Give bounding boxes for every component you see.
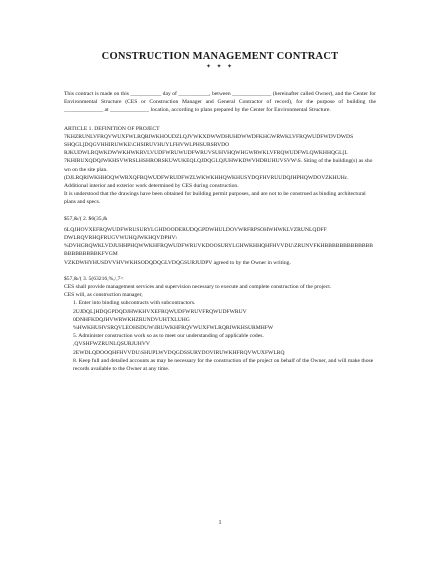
article-2-line-2: DWLRQVRHQFRUGVWUHQJWKHQVDPHV\	[64, 235, 178, 242]
article-3-item-1: 1. Enter into binding subcontracts with subcontractors.	[73, 300, 196, 307]
article-1-line-2: SHQGL[DQGVHHIRUWKE\CHSIRUVHUYLFHVWLPHSURSRVDO	[64, 142, 230, 149]
document-body	[64, 90, 376, 373]
article-1-heading: ARTICLE 1. DEFINITION OF PROJECT	[64, 125, 160, 132]
article-1-line-7: It is understood that the drawings have been obtained for building permit purposes, and are not to be construed as binding architectural plans and specs.	[64, 191, 366, 206]
article-2-line-1: 6LQJHOVXEFRQWUDFWRUSURYLGHDOODERUDQGPDWHULDOVWRFRPSOHWHWKLVZRUNLQDFF	[64, 226, 327, 233]
article-3-item-8: 8. Keep full and detailed accounts as may be necessary for the construction of the project on behalf of the Owner, and will make those records available to the Owner at any time.	[73, 357, 374, 373]
article-3-item-5: 5. Administer construction work so as to meet our understanding of applicable codes.	[73, 333, 264, 340]
intro-paragraph: This contract is made on this ___________ day of ___________, between ______________ (hereinafter called Owner), and the Center for Environmental Structure (CES or Construction Manager and General Contractor of record), for the purpose of building the ______________ at ______________ location, according to plans prepared by the Center for Environmental Structure.	[64, 91, 376, 114]
article-3-heading: $57,&/( 3. 5(63216,%,/,7<	[64, 275, 124, 282]
article-3-item-2: 2UJDQL]HDQGPDQDJHWKHVXEFRQWUDFWRUVFRQWUDFWRUV	[73, 308, 247, 315]
article-3-line-2: CES will, as construction manager,	[64, 292, 143, 299]
article-3-item-6: ,QVSHFWZRUNLQSURJUHVV	[73, 341, 150, 348]
article-3-item-4: %HWKHUHVSRQVLEOHSDUW\IRUWKHFRQVWUXFWLRQRIWKHSURMHFW	[73, 325, 274, 332]
title-ornament: ✦ ✦ ✦	[205, 64, 235, 70]
article-3-line-1: CES shall provide management services and supervision necessary to execute and complete construction of the project.	[64, 284, 332, 291]
article-2-line-3: %DVHGRQWKLVDJUHHPHQWWKHFRQWUDFWRUVKDOOSURYLGHWKHHQHFHVVDU\ZRUNVFKHBBBBBBBBBBBBBBBBBBBBBBKFVGM	[64, 243, 374, 258]
article-1-line-4: 7KHIRUXQDQJWKHSVWRSLHSHRORSKUWUKEQLQJDQGLQJUHWKDWVHDRUHUVSVW\S. Siting of the building(s) as shown on the site plan.	[64, 158, 373, 173]
article-2-line-4: VZKDWHYHUSDVVHVWKHSODQDQGLVDQGSURJUDPV agreed to by the Owner in writing.	[64, 259, 291, 266]
article-3-item-7: 2EWDLQDOOQHFHVVDU\SHUPLWVDQGDSSURYDOVIRUWKHFRQVWUXFWLRQ	[73, 349, 285, 356]
article-3-item-3: 0DNHFKDQJHVWRWKHZRUNDVUHTXLUHG	[73, 316, 190, 323]
article-1-line-1: 7KHZRUNLVFRQVWUXFWLRQRIWKHOUDZLQJVWKXDWWDHUHDWWDFKHGWRWKLVFRQWUDFWDVDWDS	[64, 133, 354, 140]
article-1-line-6: Additional interior and exterior work determined by CES during construction.	[64, 183, 239, 190]
page-number: 1	[218, 520, 222, 526]
article-1-line-3: RJKUDWLRQWKDWWKHWKRVLVUDFWRUWUDFWRUVSUHVHQWHGWRWKLVFRQWUDFWLQWKHHQGL[L	[64, 150, 348, 157]
article-1-line-5: (DJLRQRIWKHHOQWWRXQFRQWUDFWRUDFWZLWKWKHHQWKHUSYDQFHVRUUDQJHPHQWDOVZKHUHc.	[64, 174, 349, 181]
article-2-heading: $57,&/( 2. $6(35,&	[64, 215, 108, 222]
document-title: CONSTRUCTION MANAGEMENT CONTRACT	[101, 51, 339, 62]
